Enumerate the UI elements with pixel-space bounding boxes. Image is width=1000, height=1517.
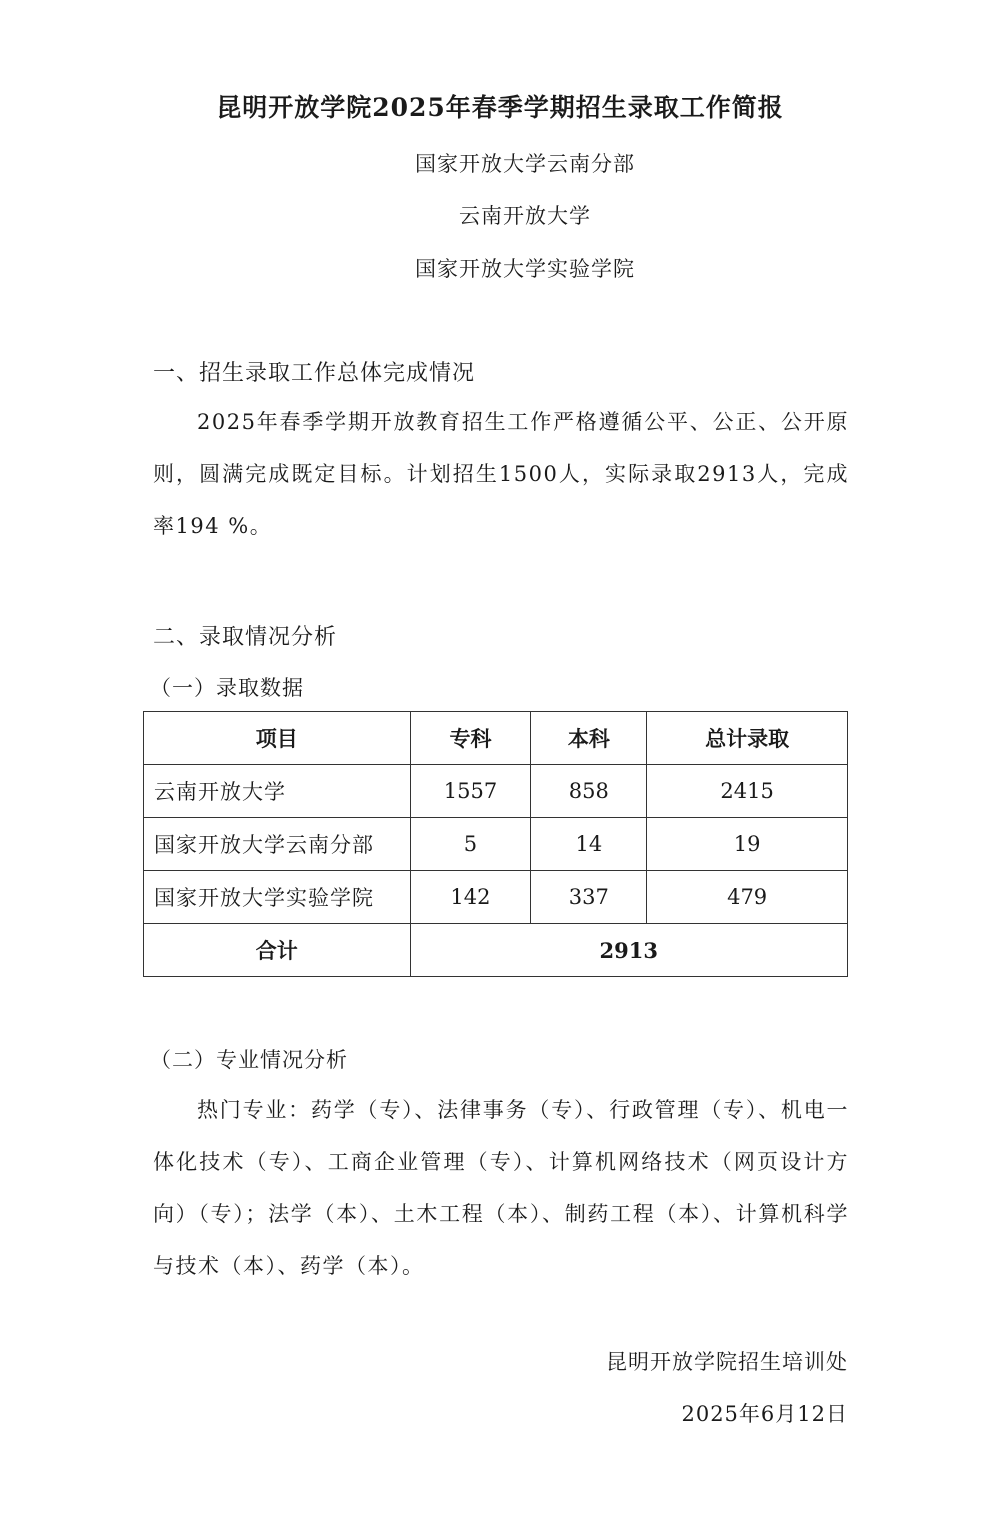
sum-value: 2913 [410, 924, 847, 977]
document-title: 昆明开放学院2025年春季学期招生录取工作简报 [216, 93, 784, 122]
issuer-experimental-college: 国家开放大学实验学院 [415, 257, 635, 281]
sum-label: 合计 [144, 924, 411, 977]
admission-table [143, 711, 848, 977]
issue-date: 2025年6月12日 [681, 1402, 848, 1426]
row-name: 云南开放大学 [144, 765, 411, 818]
row-zhuanke: 142 [410, 871, 531, 924]
row-name: 国家开放大学云南分部 [144, 818, 411, 871]
table-sum-row [144, 924, 848, 977]
popular-majors-paragraph: 热门专业：药学（专）、法律事务（专）、行政管理（专）、机电一体化技术（专）、工商企业管理（专）、计算机网络技术（网页设计方向）（专）；法学（本）、土木工程（本）、制药工程（本）、计算机科学与技术（本）、药学（本）。 [153, 1098, 849, 1278]
table-row [144, 818, 848, 871]
header-benke: 本科 [531, 712, 647, 765]
section1-body: 2025年春季学期开放教育招生工作严格遵循公平、公正、公开原则，圆满完成既定目标。计划招生1500人，实际录取2913人，完成率194 %。 [153, 410, 849, 538]
row-benke: 14 [531, 818, 647, 871]
subsection-major-analysis: （二）专业情况分析 [150, 1048, 348, 1072]
row-benke: 858 [531, 765, 647, 818]
table-header-row [144, 712, 848, 765]
header-item: 项目 [144, 712, 411, 765]
row-zhuanke: 5 [410, 818, 531, 871]
issuer-yunnan-open-university: 云南开放大学 [459, 204, 591, 228]
row-total: 19 [647, 818, 848, 871]
row-benke: 337 [531, 871, 647, 924]
table-row [144, 871, 848, 924]
row-name: 国家开放大学实验学院 [144, 871, 411, 924]
header-total: 总计录取 [647, 712, 848, 765]
row-total: 2415 [647, 765, 848, 818]
header-zhuanke: 专科 [410, 712, 531, 765]
section2-heading: 二、录取情况分析 [153, 625, 338, 650]
row-zhuanke: 1557 [410, 765, 531, 818]
issuer-yunnan-branch: 国家开放大学云南分部 [415, 152, 635, 176]
table-row [144, 765, 848, 818]
subsection-admission-data: （一）录取数据 [150, 676, 304, 700]
section1-heading: 一、招生录取工作总体完成情况 [153, 361, 476, 386]
row-total: 479 [647, 871, 848, 924]
issuing-office-signature: 昆明开放学院招生培训处 [606, 1350, 848, 1374]
